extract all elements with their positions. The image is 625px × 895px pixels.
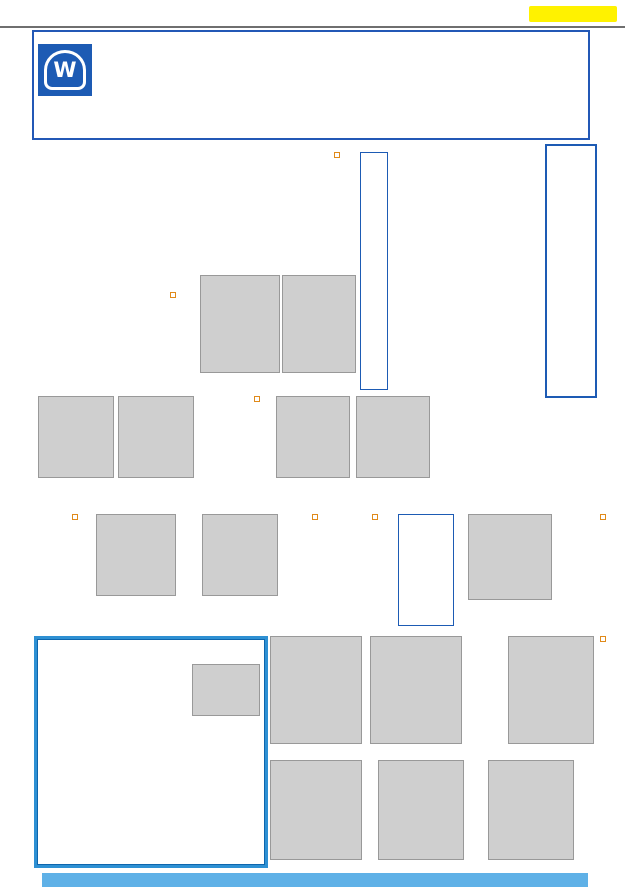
photo-miyazaki-junna [370,636,462,744]
brand-badge [529,6,617,22]
award-label-yushu [600,636,606,642]
award-label-tokubetsu [600,514,606,520]
photo-sakurai [200,275,280,373]
photo-kawamura [38,396,114,478]
section-title-shonen [398,514,454,626]
photo-iwaizumi [276,396,350,478]
photo-maeda [488,760,574,860]
award-label-yuko [254,396,260,402]
award-label-korou [334,152,340,158]
footer-slogan [42,873,588,887]
photo-miyazaki [118,396,194,478]
association-logo [38,44,92,96]
intro-text [398,150,522,390]
photo-yamazaki [270,636,362,744]
award-label-shido10 [72,514,78,520]
photo-aizawa [508,636,594,744]
photo-shirakawa [202,514,278,596]
publisher-info [462,32,588,136]
award-label-shido15 [312,514,318,520]
award-label-koseki [170,292,176,298]
feature-title [545,144,597,398]
event-photo [192,664,260,716]
photo-yamaguchi [282,275,356,373]
photo-niioka [356,396,430,478]
award-label-shido20 [372,514,378,520]
events-box [34,636,268,868]
logo-mark-icon: W [44,50,86,90]
photo-muzeki [270,760,362,860]
photo-tsukagoshi [468,514,552,600]
section-title-taikyo [360,152,388,390]
photo-kura [96,514,176,596]
photo-ohinata [378,760,464,860]
